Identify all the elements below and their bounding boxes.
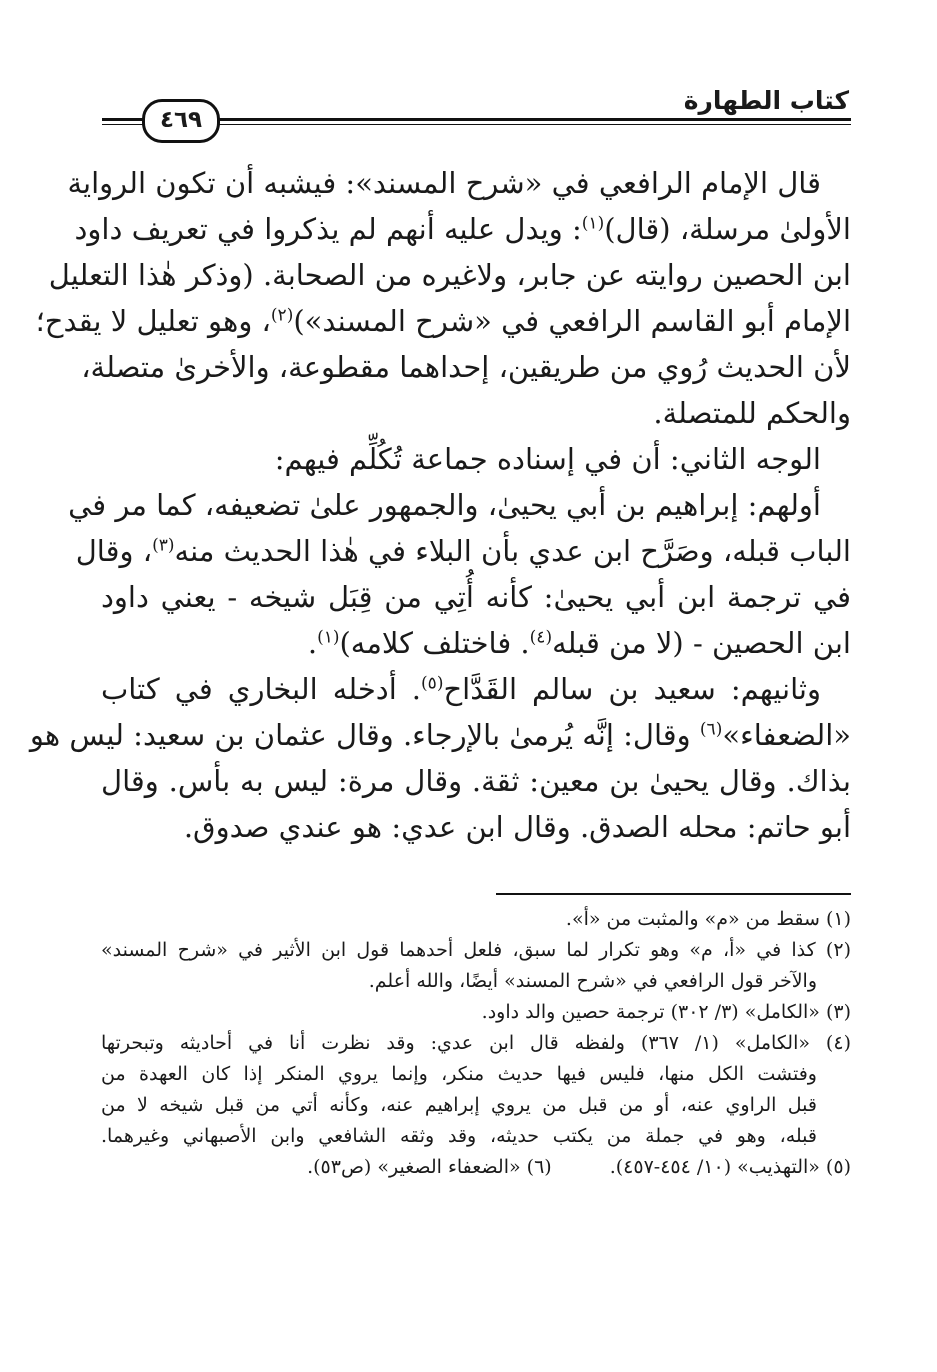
footnote-pair (101, 1152, 851, 1183)
footnote-ref: (٤) (529, 627, 553, 648)
text-line: في ترجمة ابن أبي يحيىٰ: كأنه أُتِي من قِبَل شيخه - يعني داود (101, 580, 851, 614)
footnote: (٤) «الكامل» (١/ ٣٦٧) ولفظه قال ابن عدي: وقد نظرت أنا في أحاديثه وتبحرتها (101, 1032, 851, 1054)
main-text (29, 160, 851, 850)
footnote-continuation: والآخر قول الرافعي في «شرح المسند» أيضًا، والله أعلم. (368, 970, 817, 992)
footnote-continuation: وفتشت الكل منها، فليس فيها حديث منكر، وإنما يروي المنكر إذا كان العهدة من (101, 1063, 817, 1085)
text-line: الأولىٰ مرسلة، (قال)$^{(١)}$: ويدل عليه أنهم لم يذكروا في تعريف داود (74, 212, 851, 246)
footnote-ref: (١) (317, 627, 340, 648)
footnote: (٥) «التهذيب» (١٠/ ٤٥٤-٤٥٧). (609, 1156, 851, 1178)
text-line: ابن الحصين - (لا من قبله$^{(٤)}$. فاختلف كلامه)$^{(١)}$. (307, 626, 851, 660)
footnote-continuation: قبل الراوي عنه، أو من قبل من يروي إبراهيم عنه، وكأنه أتي من قبل شيخه لا من (101, 1094, 817, 1116)
footnote-continuation: قبله، وهو في جملة من يكتب حديثه، وقد وثقه الشافعي وابن الأصبهاني وغيرهما. (101, 1125, 817, 1147)
text-line: الباب قبله، وصَرَّح ابن عدي بأن البلاء في هٰذا الحديث منه$^{(٣)}$، وقال (75, 534, 851, 568)
text-line: ابن الحصين روايته عن جابر، ولاغيره من الصحابة. (وذكر هٰذا التعليل (48, 258, 851, 292)
text-line: أولهم: إبراهيم بن أبي يحيىٰ، والجمهور علىٰ تضعيفه، كما مر في (68, 488, 821, 522)
footnote: (٣) «الكامل» (٣/ ٣٠٢) ترجمة حصين والد داود. (481, 1001, 851, 1023)
footnote-ref: (٦) (699, 719, 723, 740)
text-line: بذاك. وقال يحيىٰ بن معين: ثقة. وقال مرة: ليس به بأس. وقال (101, 764, 851, 798)
text-line: لأن الحديث رُوي من طريقين، إحداهما مقطوعة، والأخرىٰ متصلة، (81, 350, 851, 384)
footnote-ref: (٣) (152, 535, 175, 556)
text-line: أبو حاتم: محله الصدق. وقال ابن عدي: هو عندي صدوق. (183, 810, 851, 844)
text-line: الوجه الثاني: أن في إسناده جماعة تُكُلِّم فيهم: (274, 442, 821, 476)
footnote: (١) سقط من «م» والمثبت من «أ». (565, 908, 851, 930)
text-line: الإمام أبو القاسم الرافعي في «شرح المسند»)$^{(٢)}$، وهو تعليل لا يقدح؛ (35, 304, 851, 338)
footnote-ref: (٥) (421, 673, 444, 694)
footnote-separator (496, 893, 851, 895)
footnotes (101, 904, 851, 1183)
footnote-ref: (١) (581, 213, 605, 234)
footnote-ref: (٢) (270, 305, 294, 326)
footnote: (٦) «الضعفاء الصغير» (ص٥٣). (307, 1156, 552, 1178)
text-line: وثانيهم: سعيد بن سالم القَدَّاح$^{(٥)}$. أدخله البخاري في كتاب (101, 672, 821, 706)
text-line: والحكم للمتصلة. (653, 396, 851, 430)
text-line: قال الإمام الرافعي في «شرح المسند»: فيشبه أن تكون الرواية (67, 166, 821, 200)
page-number: ٤٦٩ (142, 99, 220, 143)
running-header-title: كتاب الطهارة (683, 86, 849, 115)
footnote: (٢) كذا في «أ، م» وهو تكرار لما سبق، فلعل أحدهما قول ابن الأثير في «شرح المسند» (101, 939, 851, 961)
text-line: «الضعفاء»$^{(٦)}$ وقال: إنَّه يُرمىٰ بالإرجاء. وقال عثمان بن سعيد: ليس هو (29, 718, 851, 752)
